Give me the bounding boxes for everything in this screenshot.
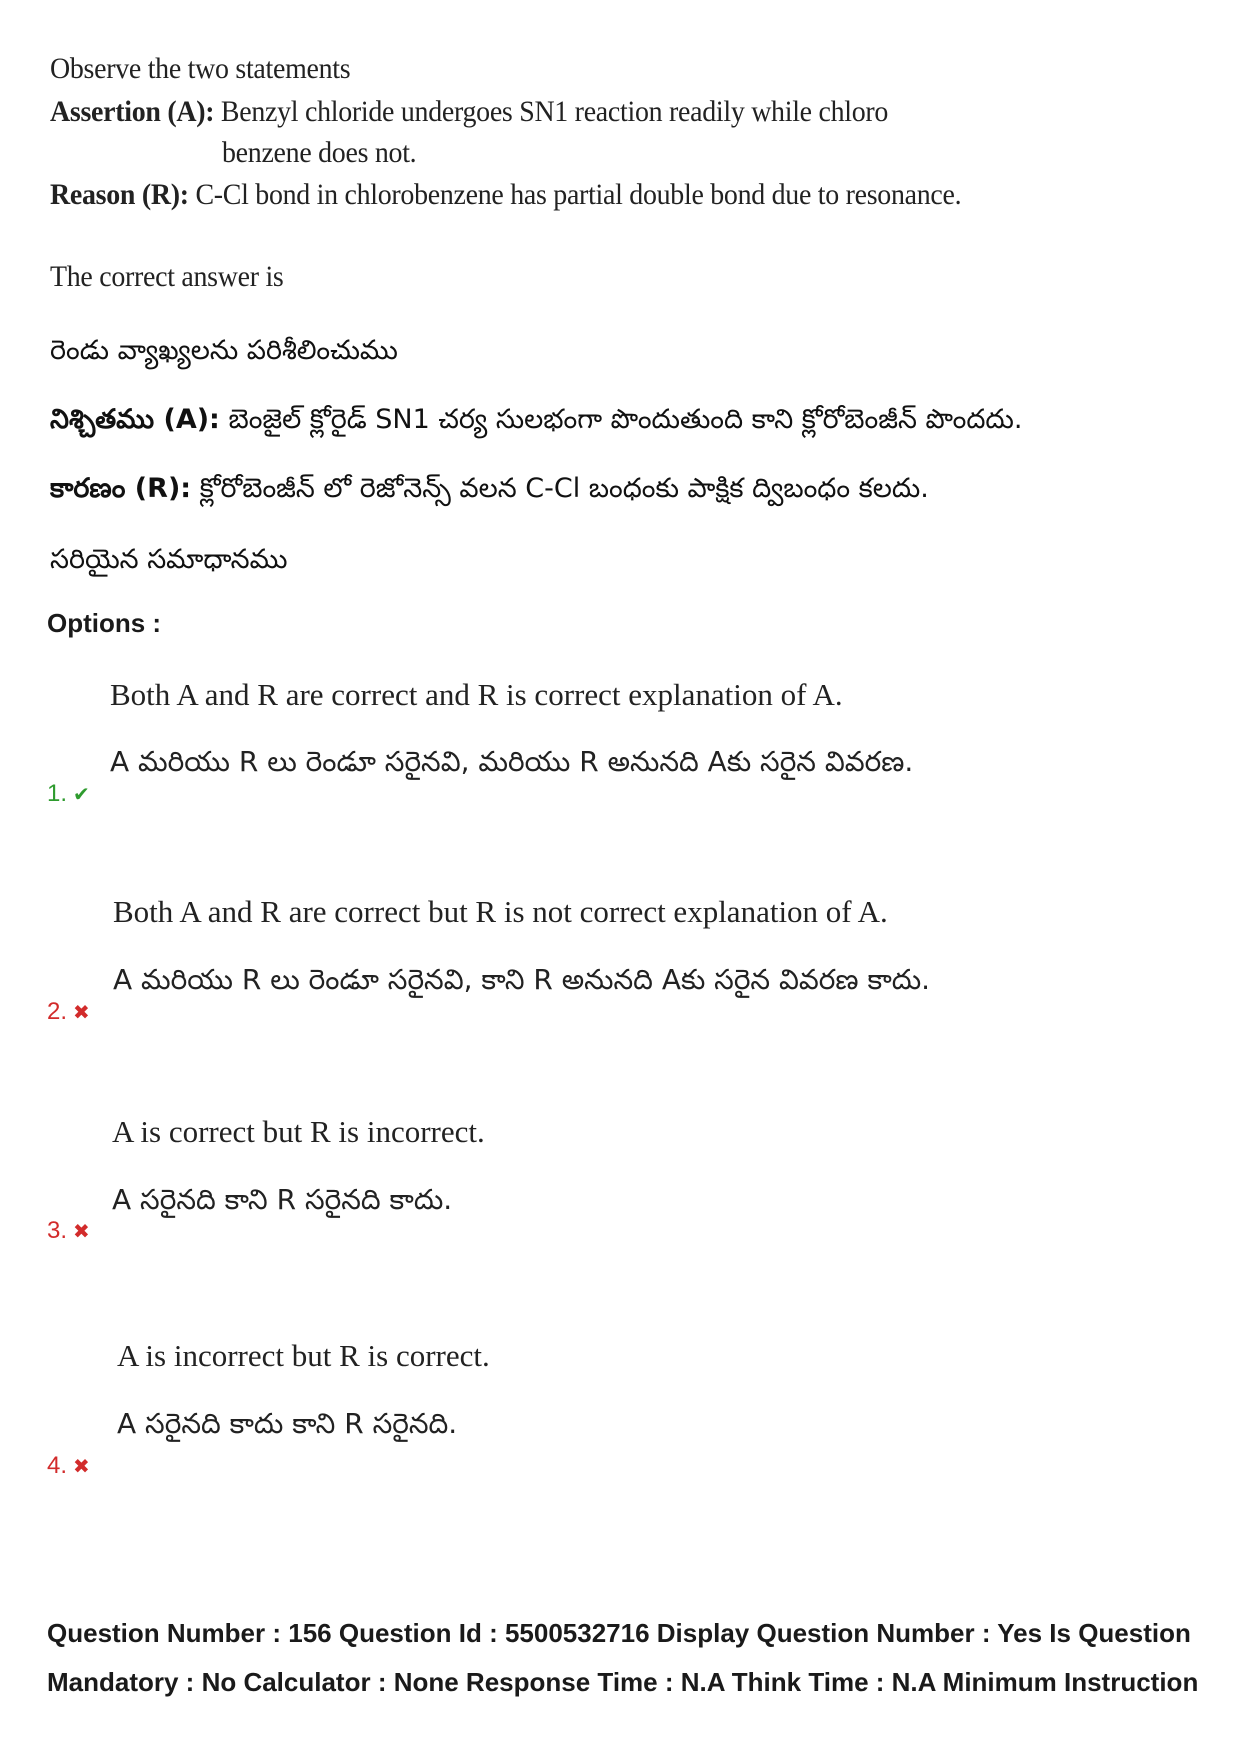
te-question-prompt: సరియైన సమాధానము <box>50 544 288 575</box>
reason-text: C-Cl bond in chlorobenzene has partial double bond due to resonance. <box>195 178 962 211</box>
option-2-text-te: A మరియు R లు రెండూ సరైనవి, కాని R అనునది Aకు సరైన వివరణ కాదు. <box>113 963 931 996</box>
question-meta-line-1: Question Number : 156 Question Id : 5500532716 Display Question Number : Yes Is Question <box>47 1618 1191 1648</box>
assertion-label: Assertion (A): <box>50 95 215 128</box>
option-4-marker <box>47 1452 90 1480</box>
option-1-number: 1. <box>47 780 68 807</box>
cross-icon: ✖ <box>73 1220 90 1243</box>
assertion-text: Benzyl chloride undergoes SN1 reaction readily while chloro <box>220 95 889 128</box>
reason-line <box>50 178 961 212</box>
option-2-marker <box>47 998 90 1026</box>
question-prompt: The correct answer is <box>50 260 284 293</box>
assertion-continuation: benzene does not. <box>222 136 417 169</box>
question-meta-line-2: Mandatory : No Calculator : None Response Time : N.A Think Time : N.A Minimum Instruction <box>47 1667 1199 1697</box>
te-assertion-line <box>50 404 1022 442</box>
cross-icon: ✖ <box>73 1455 90 1478</box>
te-reason-line <box>50 473 929 511</box>
assertion-line <box>50 95 888 129</box>
option-4-text-te: A సరైనది కాదు కాని R సరైనది. <box>117 1407 458 1440</box>
cross-icon: ✖ <box>73 1001 90 1024</box>
option-3-marker <box>47 1217 90 1245</box>
te-assertion-text: బెంజైల్ క్లోరైడ్ SN1 చర్య సులభంగా పొందుతుంది కాని క్లోరోబెంజీన్ పొందదు. <box>228 404 1023 435</box>
option-1-text-en: Both A and R are correct and R is correct explanation of A. <box>110 677 843 712</box>
option-3-text-te: A సరైనది కాని R సరైనది కాదు. <box>112 1183 453 1216</box>
option-2-text-en: Both A and R are correct but R is not correct explanation of A. <box>113 894 888 929</box>
option-2-number: 2. <box>47 998 68 1025</box>
check-icon: ✔ <box>73 783 90 806</box>
option-3-text-en: A is correct but R is incorrect. <box>112 1114 485 1149</box>
question-intro: Observe the two statements <box>50 52 351 85</box>
options-label: Options : <box>47 608 162 638</box>
te-assertion-label: నిశ్చితము (A): <box>50 404 220 435</box>
option-4-number: 4. <box>47 1452 68 1479</box>
option-3-number: 3. <box>47 1217 68 1244</box>
option-1-marker <box>47 780 90 808</box>
te-question-intro: రెండు వ్యాఖ్యలను పరిశీలించుము <box>50 335 398 366</box>
reason-label: Reason (R): <box>50 178 189 211</box>
option-1-text-te: A మరియు R లు రెండూ సరైనవి, మరియు R అనునది Aకు సరైన వివరణ. <box>110 745 914 778</box>
te-reason-text: క్లోరోబెంజీన్ లో రెజోనెన్స్ వలన C-Cl బంధంకు పాక్షిక ద్విబంధం కలదు. <box>199 473 929 504</box>
option-4-text-en: A is incorrect but R is correct. <box>117 1338 490 1373</box>
te-reason-label: కారణం (R): <box>50 473 192 504</box>
